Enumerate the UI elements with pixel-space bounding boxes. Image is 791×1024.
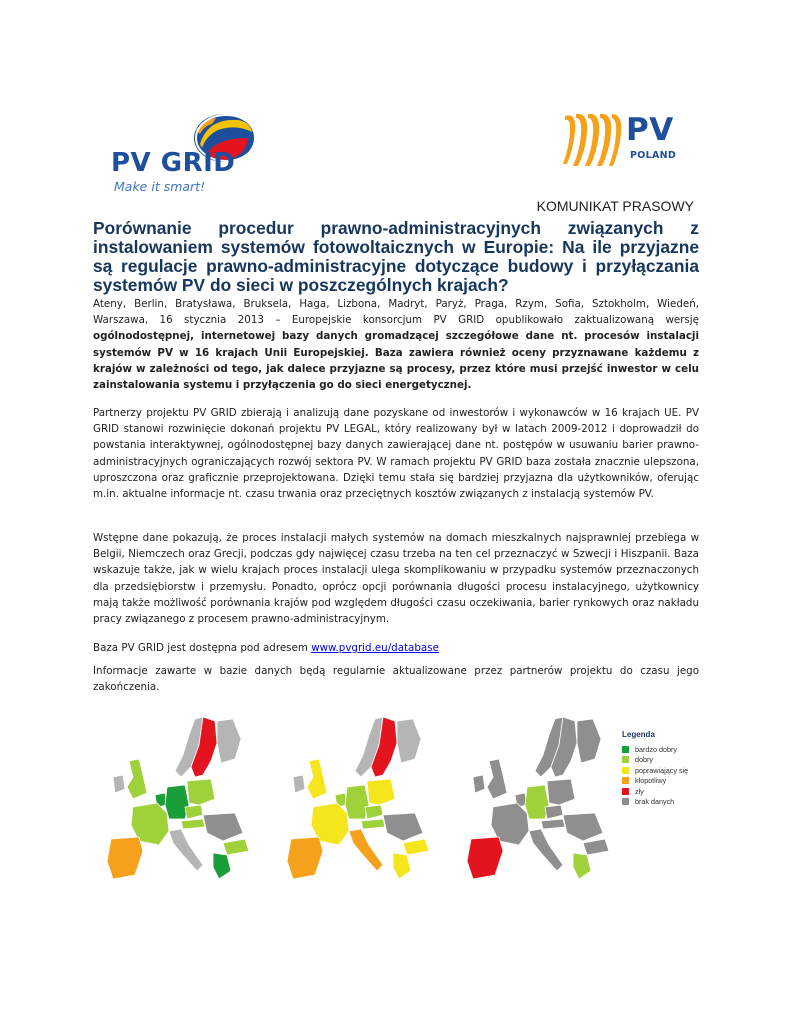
lead-bold-text: ogólnodostępnej, internetowej bazy danych gromadzącej szczegółowe dane nt. procesów instalacji systemów PV w 16 krajach Unii Europejskiej. Baza zawiera również oceny przyznawane każdemu z krajów w zależności od tego, jak dalece przyjazne są procesy, przez które musi przejść inwestor w celu zainstalowania systemu i przyłączenia go do sieci energetycznej.	[93, 330, 699, 392]
legend-swatch	[622, 788, 629, 795]
legend-label: dobry	[635, 755, 653, 764]
document-kind: KOMUNIKAT PRASOWY	[536, 198, 694, 214]
legend-items	[622, 744, 712, 807]
europe-map-1	[93, 715, 263, 885]
maps-row	[93, 715, 703, 895]
legend-swatch	[622, 756, 629, 763]
europe-map-svg	[93, 715, 263, 885]
country-germany	[165, 785, 189, 819]
database-link[interactable]: www.pvgrid.eu/database	[311, 642, 439, 654]
paragraph-5: Informacje zawarte w bazie danych będą regularnie aktualizowane przez partnerów projektu do czasu jego zakończenia.	[93, 665, 699, 694]
europe-map-svg	[273, 715, 443, 885]
legend-swatch	[622, 767, 629, 774]
pv-poland-subtitle: POLAND	[630, 150, 677, 161]
pv-grid-logo	[108, 108, 258, 198]
country-germany	[345, 785, 369, 819]
europe-map-svg	[453, 715, 623, 885]
europe-map-2	[273, 715, 443, 885]
legend-item	[622, 797, 712, 807]
country-austria	[181, 819, 205, 829]
legend-label: poprawiający się	[635, 765, 689, 775]
paragraph-2: Partnerzy projektu PV GRID zbierają i analizują dane pozyskane od inwestorów i wykonawców w 16 krajach UE. PV GRID stanowi rozwinięcie dokonań projektu PV LEGAL, który realizowany był w latach 2009-2012 i doprowadził do powstania interaktywnej, ogólnodostępnej bazy danych zawierającej dane nt. postępów w usuwaniu barier prawno-administracyjnych ograniczających rozwój sektora PV. W ramach projektu PV GRID baza została znacznie ulepszona, uproszczona oraz graficznie przeprojektowana. Dzięki temu stała się bardziej przyjazna dla użytkowników, oferując m.in. aktualne informacje nt. czasu trwania oraz przeciętnych kosztów związanych z instalacją systemów PV.	[93, 407, 699, 501]
legend-label: brak danych	[635, 797, 675, 806]
legend-label: bardzo dobry	[635, 744, 677, 754]
country-austria	[541, 819, 565, 829]
solar-stripes-icon	[563, 112, 623, 168]
europe-map-3	[453, 715, 623, 885]
legend-label: zły	[635, 786, 644, 796]
pv-poland-logo	[563, 112, 693, 168]
pv-grid-slogan: Make it smart!	[114, 179, 206, 194]
legend-item	[622, 755, 712, 765]
legend-title: Legenda	[622, 730, 655, 739]
map-legend	[622, 730, 712, 807]
legend-label: kłopotliwy	[635, 776, 667, 785]
country-germany	[525, 785, 549, 819]
legend-item	[622, 776, 712, 786]
legend-swatch	[622, 777, 629, 784]
pv-poland-wordmark: PV	[626, 112, 674, 148]
paragraph-3: Wstępne dane pokazują, że proces instalacji małych systemów na domach mieszkalnych najsprawniej przebiega w Belgii, Niemczech oraz Grecji, podczas gdy najwięcej czasu trzeba na ten cel przeznaczyć w Szwecji i Hiszpanii. Baza wskazuje także, jak w wielu krajach proces instalacji ulega skomplikowaniu w przypadku systemów przeznaczonych dla przedsiębiorstw i przemysłu. Ponadto, oprócz opcji porównania długości procesu instalacyjnego, użytkownicy mają także możliwość porównania krajów pod względem długości czasu oczekiwania, barier rynkowych oraz nakładu pracy związanego z procesem prawno-administracyjnym.	[93, 532, 699, 626]
legend-item	[622, 765, 712, 775]
country-austria	[361, 819, 385, 829]
legend-item	[622, 744, 712, 754]
paragraph-4	[93, 640, 699, 656]
lead-text: Ateny, Berlin, Bratysława, Bruksela, Haga, Lizbona, Madryt, Paryż, Praga, Rzym, Sofia, Sztokholm, Wiedeń, Warszawa, 16 stycznia 2013 – Europejskie konsorcjum PV GRID opublikowało zaktualizowaną wersję	[93, 298, 699, 327]
legend-item	[622, 786, 712, 796]
headline: Porównanie procedur prawno-administracyjnych związanych z instalowaniem systemów fotowoltaicznych w Europie: Na ile przyjazne są regulacje prawno-administracyjne dotyczące budowy i przyłączania systemów PV do sieci w poszczególnych krajach?	[93, 218, 699, 295]
database-text: Baza PV GRID jest dostępna pod adresem	[93, 642, 312, 654]
pv-grid-wordmark: PV GRID	[111, 148, 236, 178]
legend-swatch	[622, 798, 629, 805]
paragraph-lead	[93, 296, 699, 393]
legend-swatch	[622, 746, 629, 753]
